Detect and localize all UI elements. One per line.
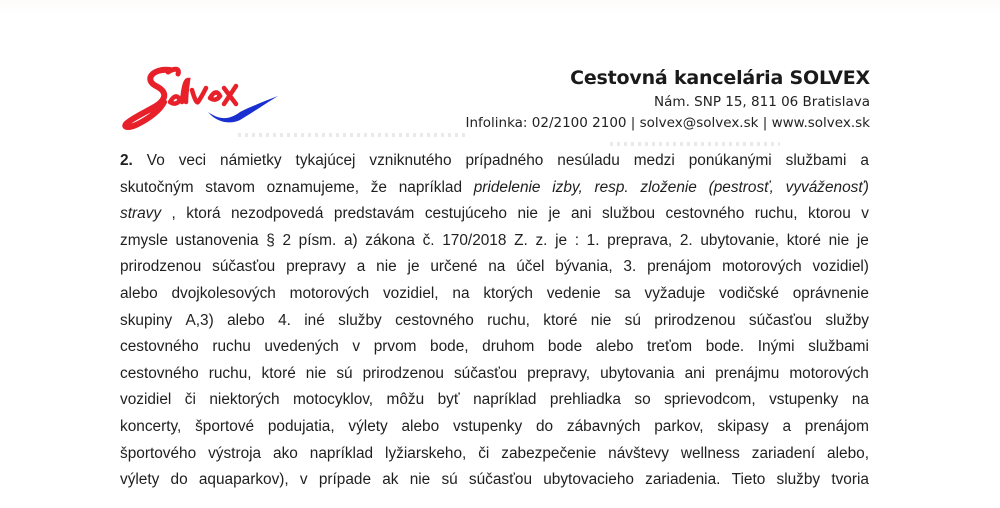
word: námietky xyxy=(220,152,282,169)
word: zariadení xyxy=(751,444,816,462)
word: medzi xyxy=(633,152,675,169)
word: č. xyxy=(422,231,435,249)
word: vedenie xyxy=(546,284,601,302)
word: športové xyxy=(195,417,255,435)
word: nezodpovedá xyxy=(231,205,324,223)
word: nie xyxy=(517,205,538,223)
paragraph-line xyxy=(120,414,869,441)
company-contact: Infolinka: 02/2100 2100 | solvex@solvex.sk | www.solvex.sk xyxy=(465,115,870,131)
word: alebo xyxy=(227,311,265,329)
word: a xyxy=(860,152,869,169)
solvex-logo-icon xyxy=(122,62,282,142)
word: účel xyxy=(516,258,545,276)
word: či xyxy=(184,391,196,409)
word: ktoré xyxy=(786,231,821,249)
word: na xyxy=(851,391,869,409)
word: napríklad xyxy=(398,178,463,196)
word: službou xyxy=(601,205,656,223)
word: ruchu xyxy=(212,338,251,356)
word: ako xyxy=(273,444,298,462)
word: nie xyxy=(409,471,431,489)
word: napríklad xyxy=(309,444,374,462)
word: súčasťou xyxy=(212,258,276,276)
paragraph-line xyxy=(120,148,869,175)
word: z. xyxy=(535,231,548,249)
scan-artifact xyxy=(238,133,468,137)
word: podujatia, xyxy=(267,417,335,435)
word: prenájmu xyxy=(715,364,780,382)
word: prípadného xyxy=(465,152,544,169)
word: služby xyxy=(776,471,821,489)
word: resp. xyxy=(594,178,629,196)
word: je xyxy=(407,258,420,276)
word: skipasy xyxy=(717,417,769,435)
word: je xyxy=(856,231,869,249)
word: je xyxy=(548,205,561,223)
word: a xyxy=(782,417,791,435)
paragraph-line xyxy=(120,441,869,468)
word: na xyxy=(452,284,470,302)
word: ruchu, xyxy=(208,364,252,382)
word: motorových xyxy=(789,364,869,382)
word: tvoria xyxy=(831,471,869,489)
word: preprava, xyxy=(607,231,673,249)
word: iné xyxy=(304,311,325,329)
word: Z. xyxy=(514,231,528,249)
word: vodičské xyxy=(719,284,779,302)
word: niektorých xyxy=(209,391,280,409)
word: sprievodcom, xyxy=(664,391,756,409)
word: vstupenky xyxy=(452,417,523,435)
word: sú xyxy=(441,471,458,489)
word: či xyxy=(478,444,490,462)
word: motocyklov, xyxy=(292,391,374,409)
word: skutočným xyxy=(120,178,194,196)
word: napríklad xyxy=(473,391,537,409)
word: dvojkolesových xyxy=(171,284,276,302)
word: motorových xyxy=(722,258,802,276)
paragraph-line xyxy=(120,254,869,281)
word: 2. xyxy=(679,231,693,249)
word: že xyxy=(370,178,387,196)
word: ktorou xyxy=(808,205,851,223)
word: nie xyxy=(305,364,327,382)
word: koncerty, xyxy=(120,417,182,435)
word: ruchu, xyxy=(754,205,798,223)
word: oprávnenie xyxy=(792,284,869,302)
word: ktoré xyxy=(543,311,578,329)
word: súčasťou xyxy=(453,364,518,382)
word: v xyxy=(861,205,869,223)
word: cestovného xyxy=(120,364,199,382)
word: cestovného xyxy=(395,311,474,329)
word: nesúladu xyxy=(557,152,620,169)
word: uvedených xyxy=(264,338,339,356)
word: ubytovania xyxy=(600,364,675,382)
word: veci xyxy=(178,152,207,169)
word: alebo, xyxy=(827,444,869,462)
word: v xyxy=(352,338,361,356)
word: bode xyxy=(547,338,583,356)
word: bývania, xyxy=(555,258,613,276)
word: pridelenie xyxy=(473,178,541,196)
word: 4. xyxy=(278,311,291,329)
word: so xyxy=(634,391,651,409)
word: prenájom xyxy=(804,417,869,435)
word: 3. xyxy=(623,258,637,276)
word: a) xyxy=(343,231,358,249)
word: výstroja xyxy=(208,444,262,462)
word: do xyxy=(170,471,188,489)
word: vozidiel, xyxy=(382,284,439,302)
word: výlety xyxy=(120,471,160,489)
paragraph-number: 2. xyxy=(120,152,133,169)
word: byť xyxy=(437,391,460,409)
word: nie xyxy=(590,311,612,329)
word: druhom xyxy=(482,338,535,356)
word: , xyxy=(171,205,176,223)
word: návštevy xyxy=(608,444,669,462)
word: bode, xyxy=(430,338,469,356)
word: cestujúceho xyxy=(424,205,507,223)
word: tykajúcej xyxy=(295,152,356,169)
word: alebo xyxy=(401,417,440,435)
word: na xyxy=(488,258,506,276)
word: je xyxy=(555,231,568,249)
word: vyváženosť) xyxy=(785,178,869,196)
word: prípade xyxy=(318,471,372,489)
word: ustanovenia xyxy=(175,231,259,249)
word: prehliadka xyxy=(549,391,621,409)
word: ponúkanými xyxy=(688,152,772,169)
word: zloženie xyxy=(640,178,697,196)
paragraph-line xyxy=(120,387,869,414)
word: ktoré xyxy=(261,364,296,382)
word: v xyxy=(299,471,308,489)
paragraph-line xyxy=(120,175,869,202)
word: zmysle xyxy=(120,231,168,249)
word: ak xyxy=(382,471,399,489)
word: ubytovanie, xyxy=(700,231,780,249)
word: ubytovacieho xyxy=(543,471,634,489)
word: prepravy xyxy=(286,258,346,276)
word: alebo xyxy=(595,338,634,356)
word: výlety xyxy=(348,417,388,435)
word: písm. xyxy=(298,231,337,249)
word: službami xyxy=(808,338,869,356)
word: vstupenky xyxy=(769,391,839,409)
paragraph-line xyxy=(120,281,869,308)
word: izby, xyxy=(552,178,583,196)
word: wellness xyxy=(680,444,740,462)
word: zariadenia. xyxy=(645,471,721,489)
paragraph-line xyxy=(120,201,869,228)
word: ktorá xyxy=(186,205,221,223)
word: ruchu, xyxy=(487,311,530,329)
scan-artifact xyxy=(610,142,780,146)
word: ktorých xyxy=(483,284,533,302)
word: motorových xyxy=(289,284,370,302)
word: služby xyxy=(825,311,869,329)
word: 170/2018 xyxy=(442,231,507,249)
word: : xyxy=(574,231,579,249)
solvex-logo xyxy=(122,62,282,142)
word: stavom xyxy=(205,178,255,196)
word: cestovného xyxy=(120,338,199,356)
word: (pestrosť, xyxy=(708,178,774,196)
word: prepravy, xyxy=(527,364,591,382)
word: cestovného xyxy=(665,205,745,223)
word: Tieto xyxy=(731,471,766,489)
word: súčasťou xyxy=(468,471,533,489)
word: môžu xyxy=(386,391,425,409)
company-letterhead xyxy=(465,66,870,133)
word: 2 xyxy=(282,231,291,249)
word: treťom xyxy=(646,338,693,356)
word: sú xyxy=(336,364,353,382)
paragraph-line xyxy=(120,308,869,335)
word: parkov, xyxy=(654,417,704,435)
word: bode. xyxy=(705,338,745,356)
word: predstavám xyxy=(333,205,415,223)
word: zabezpečenie xyxy=(501,444,597,462)
word: službami xyxy=(785,152,847,169)
word: oznamujeme, xyxy=(266,178,359,196)
word: športového xyxy=(120,444,197,462)
paragraph-line xyxy=(120,334,869,361)
word: zábavných xyxy=(566,417,641,435)
word: ani xyxy=(570,205,592,223)
word: 1. xyxy=(586,231,600,249)
paragraph-2 xyxy=(120,148,869,494)
word: lyžiarskeho, xyxy=(385,444,467,462)
word: aquaparkov), xyxy=(198,471,289,489)
word: stravy xyxy=(120,205,162,223)
word: vozidiel) xyxy=(812,258,869,276)
word: vyžaduje xyxy=(644,284,706,302)
word: § xyxy=(266,231,275,249)
word: a xyxy=(356,258,366,276)
word: do xyxy=(536,417,554,435)
word: Vo xyxy=(146,152,165,169)
company-address: Nám. SNP 15, 811 06 Bratislava xyxy=(654,94,870,110)
word: prirodzenou xyxy=(120,258,202,276)
word: skupiny xyxy=(120,311,173,329)
word: súčasťou xyxy=(748,311,812,329)
word: prenájom xyxy=(647,258,712,276)
word: služby xyxy=(338,311,382,329)
word: nie xyxy=(376,258,397,276)
word: vozidiel xyxy=(120,391,172,409)
paragraph-line xyxy=(120,228,869,255)
paragraph-line xyxy=(120,467,869,494)
paragraph-line xyxy=(120,361,869,388)
word: vzniknutého xyxy=(369,152,452,169)
word: nie xyxy=(828,231,850,249)
word: Inými xyxy=(757,338,795,356)
word: prirodzenou xyxy=(654,311,736,329)
word: A,3) xyxy=(185,311,214,329)
word: sú xyxy=(624,311,641,329)
word: sa xyxy=(614,284,631,302)
word: určené xyxy=(430,258,478,276)
word: alebo xyxy=(120,284,158,302)
word: prirodzenou xyxy=(362,364,444,382)
company-name: Cestovná kancelária SOLVEX xyxy=(570,67,870,89)
word: ani xyxy=(684,364,706,382)
word: prvom xyxy=(373,338,417,356)
word: zákona xyxy=(365,231,415,249)
